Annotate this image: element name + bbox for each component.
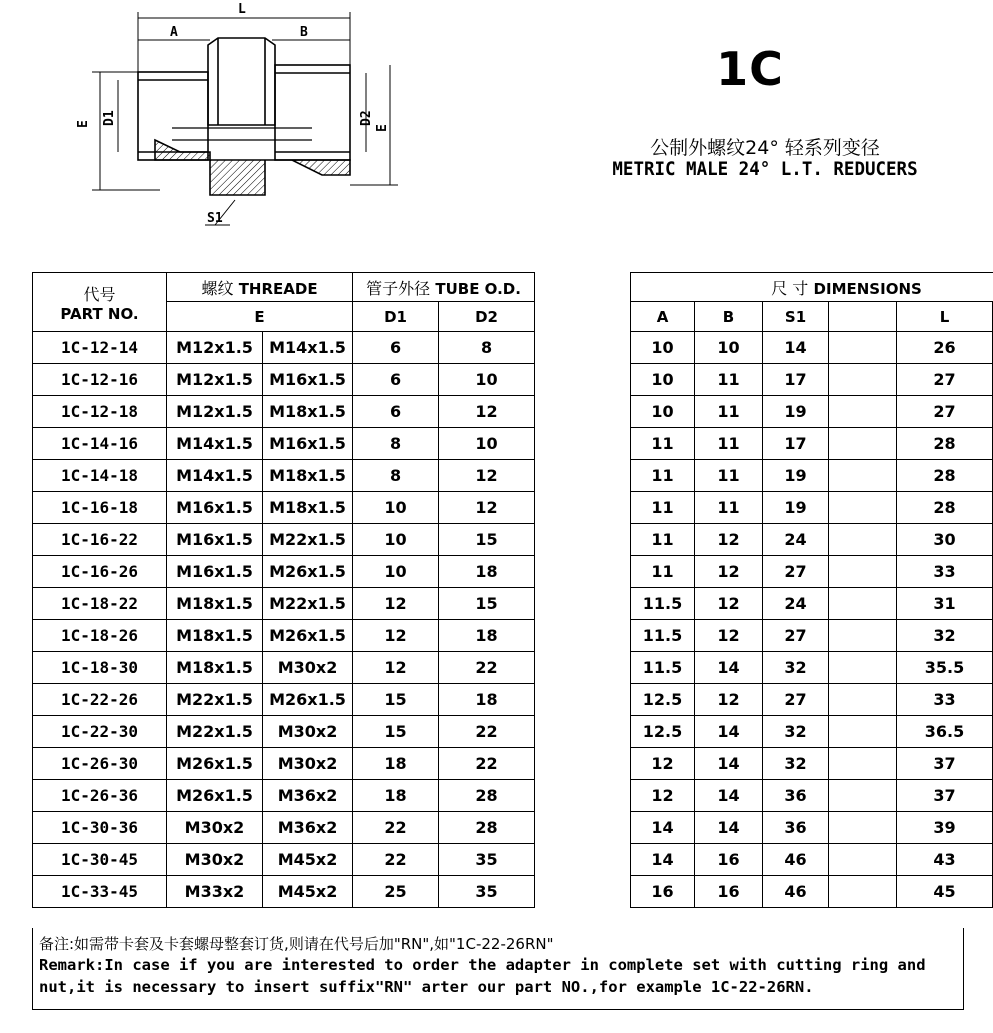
cell-spacer bbox=[535, 844, 631, 876]
cell-d1: 22 bbox=[353, 844, 439, 876]
cell-spacer bbox=[535, 332, 631, 364]
cell-thread-e2: M26x1.5 bbox=[263, 684, 353, 716]
cell-d1: 22 bbox=[353, 812, 439, 844]
cell-a: 10 bbox=[631, 396, 695, 428]
cell-s1: 24 bbox=[763, 588, 829, 620]
cell-s1: 19 bbox=[763, 460, 829, 492]
cell-d1: 18 bbox=[353, 748, 439, 780]
cell-d1: 8 bbox=[353, 428, 439, 460]
cell-s1: 36 bbox=[763, 780, 829, 812]
cell-blank bbox=[829, 652, 897, 684]
cell-a: 11 bbox=[631, 460, 695, 492]
header-d2: D2 bbox=[439, 302, 535, 332]
header-a: A bbox=[631, 302, 695, 332]
cell-thread-e2: M26x1.5 bbox=[263, 556, 353, 588]
remarks-box bbox=[32, 928, 964, 1010]
cell-b: 16 bbox=[695, 844, 763, 876]
cell-thread-e2: M18x1.5 bbox=[263, 492, 353, 524]
cell-a: 11.5 bbox=[631, 620, 695, 652]
cell-s1: 32 bbox=[763, 748, 829, 780]
cell-b: 14 bbox=[695, 652, 763, 684]
cell-spacer bbox=[535, 780, 631, 812]
cell-l: 33 bbox=[897, 684, 993, 716]
cell-d1: 6 bbox=[353, 332, 439, 364]
cell-thread-e1: M26x1.5 bbox=[167, 748, 263, 780]
cell-blank bbox=[829, 716, 897, 748]
cell-l: 27 bbox=[897, 396, 993, 428]
cell-d1: 10 bbox=[353, 524, 439, 556]
cell-a: 11 bbox=[631, 428, 695, 460]
table-row bbox=[33, 364, 993, 396]
cell-spacer bbox=[535, 428, 631, 460]
cell-d1: 15 bbox=[353, 716, 439, 748]
cell-part-no: 1C-22-30 bbox=[33, 716, 167, 748]
cell-s1: 32 bbox=[763, 716, 829, 748]
cell-blank bbox=[829, 780, 897, 812]
cell-s1: 19 bbox=[763, 492, 829, 524]
cell-b: 12 bbox=[695, 556, 763, 588]
cell-l: 35.5 bbox=[897, 652, 993, 684]
cell-spacer bbox=[535, 652, 631, 684]
cell-d2: 10 bbox=[439, 364, 535, 396]
cell-thread-e1: M30x2 bbox=[167, 844, 263, 876]
cell-l: 31 bbox=[897, 588, 993, 620]
cell-a: 11 bbox=[631, 524, 695, 556]
cell-blank bbox=[829, 460, 897, 492]
cell-thread-e1: M18x1.5 bbox=[167, 588, 263, 620]
cell-thread-e1: M16x1.5 bbox=[167, 524, 263, 556]
cell-blank bbox=[829, 684, 897, 716]
cell-spacer bbox=[535, 716, 631, 748]
table-row bbox=[33, 684, 993, 716]
cell-a: 10 bbox=[631, 332, 695, 364]
table-row bbox=[33, 588, 993, 620]
cell-thread-e1: M18x1.5 bbox=[167, 620, 263, 652]
cell-s1: 17 bbox=[763, 428, 829, 460]
cell-thread-e2: M30x2 bbox=[263, 748, 353, 780]
cell-thread-e1: M33x2 bbox=[167, 876, 263, 908]
cell-thread-e1: M22x1.5 bbox=[167, 716, 263, 748]
cell-spacer bbox=[535, 460, 631, 492]
cell-a: 14 bbox=[631, 812, 695, 844]
cell-l: 33 bbox=[897, 556, 993, 588]
cell-l: 30 bbox=[897, 524, 993, 556]
cell-thread-e2: M36x2 bbox=[263, 780, 353, 812]
cell-l: 27 bbox=[897, 364, 993, 396]
cell-l: 28 bbox=[897, 492, 993, 524]
cell-s1: 24 bbox=[763, 524, 829, 556]
header-tube-od: 管子外径 TUBE O.D. bbox=[353, 273, 535, 302]
table-row bbox=[33, 812, 993, 844]
cell-s1: 46 bbox=[763, 844, 829, 876]
cell-a: 12 bbox=[631, 780, 695, 812]
reducer-technical-drawing bbox=[60, 0, 440, 235]
cell-part-no: 1C-18-22 bbox=[33, 588, 167, 620]
cell-d2: 28 bbox=[439, 812, 535, 844]
table-row bbox=[33, 748, 993, 780]
cell-spacer bbox=[535, 748, 631, 780]
table-row bbox=[33, 460, 993, 492]
cell-l: 28 bbox=[897, 428, 993, 460]
cell-d2: 22 bbox=[439, 748, 535, 780]
cell-l: 37 bbox=[897, 780, 993, 812]
table-row bbox=[33, 876, 993, 908]
cell-d2: 22 bbox=[439, 716, 535, 748]
dim-label-B: B bbox=[300, 25, 308, 40]
cell-l: 39 bbox=[897, 812, 993, 844]
cell-b: 14 bbox=[695, 812, 763, 844]
cell-b: 12 bbox=[695, 524, 763, 556]
cell-part-no: 1C-18-30 bbox=[33, 652, 167, 684]
cell-d2: 35 bbox=[439, 876, 535, 908]
cell-d2: 10 bbox=[439, 428, 535, 460]
cell-s1: 32 bbox=[763, 652, 829, 684]
cell-s1: 46 bbox=[763, 876, 829, 908]
dim-label-L: L bbox=[238, 2, 246, 17]
cell-b: 11 bbox=[695, 460, 763, 492]
cell-thread-e2: M18x1.5 bbox=[263, 460, 353, 492]
product-title-english: METRIC MALE 24° L.T. REDUCERS bbox=[612, 158, 918, 180]
cell-b: 10 bbox=[695, 332, 763, 364]
cell-part-no: 1C-16-26 bbox=[33, 556, 167, 588]
cell-spacer bbox=[535, 556, 631, 588]
cell-thread-e2: M45x2 bbox=[263, 876, 353, 908]
table-row bbox=[33, 492, 993, 524]
cell-part-no: 1C-18-26 bbox=[33, 620, 167, 652]
cell-a: 11 bbox=[631, 492, 695, 524]
cell-s1: 17 bbox=[763, 364, 829, 396]
cell-a: 10 bbox=[631, 364, 695, 396]
cell-l: 32 bbox=[897, 620, 993, 652]
cell-b: 14 bbox=[695, 748, 763, 780]
cell-thread-e2: M16x1.5 bbox=[263, 364, 353, 396]
cell-blank bbox=[829, 876, 897, 908]
cell-blank bbox=[829, 844, 897, 876]
section-hatch bbox=[155, 140, 350, 195]
cell-thread-e2: M14x1.5 bbox=[263, 332, 353, 364]
cell-b: 14 bbox=[695, 780, 763, 812]
cell-a: 11.5 bbox=[631, 588, 695, 620]
cell-s1: 36 bbox=[763, 812, 829, 844]
cell-thread-e1: M16x1.5 bbox=[167, 492, 263, 524]
right-thread-body bbox=[275, 65, 350, 160]
cell-d2: 12 bbox=[439, 460, 535, 492]
cell-s1: 19 bbox=[763, 396, 829, 428]
cell-d2: 18 bbox=[439, 556, 535, 588]
table-body bbox=[33, 332, 993, 908]
cell-thread-e2: M45x2 bbox=[263, 844, 353, 876]
header-spacer bbox=[535, 302, 631, 332]
cell-spacer bbox=[535, 812, 631, 844]
cell-thread-e2: M26x1.5 bbox=[263, 620, 353, 652]
cell-d2: 8 bbox=[439, 332, 535, 364]
cell-spacer bbox=[535, 396, 631, 428]
cell-part-no: 1C-30-45 bbox=[33, 844, 167, 876]
cell-blank bbox=[829, 588, 897, 620]
product-title-chinese: 公制外螺纹24° 轻系列变径 bbox=[650, 137, 880, 159]
cell-d2: 12 bbox=[439, 492, 535, 524]
cell-thread-e2: M30x2 bbox=[263, 652, 353, 684]
cell-s1: 27 bbox=[763, 620, 829, 652]
cell-d1: 12 bbox=[353, 652, 439, 684]
cell-s1: 14 bbox=[763, 332, 829, 364]
table-row bbox=[33, 780, 993, 812]
dim-label-E-right: E bbox=[375, 124, 390, 132]
cell-part-no: 1C-22-26 bbox=[33, 684, 167, 716]
header-b: B bbox=[695, 302, 763, 332]
cell-thread-e2: M18x1.5 bbox=[263, 396, 353, 428]
cell-b: 11 bbox=[695, 364, 763, 396]
cell-part-no: 1C-16-22 bbox=[33, 524, 167, 556]
cell-spacer bbox=[535, 364, 631, 396]
cell-d2: 18 bbox=[439, 620, 535, 652]
cell-part-no: 1C-12-18 bbox=[33, 396, 167, 428]
cell-spacer bbox=[535, 684, 631, 716]
cell-b: 12 bbox=[695, 684, 763, 716]
cell-b: 11 bbox=[695, 396, 763, 428]
cell-b: 12 bbox=[695, 588, 763, 620]
cell-blank bbox=[829, 812, 897, 844]
cell-d2: 15 bbox=[439, 524, 535, 556]
table-row bbox=[33, 524, 993, 556]
cell-d1: 10 bbox=[353, 556, 439, 588]
cell-a: 16 bbox=[631, 876, 695, 908]
cell-d1: 8 bbox=[353, 460, 439, 492]
cell-d1: 18 bbox=[353, 780, 439, 812]
table-row bbox=[33, 652, 993, 684]
cell-thread-e1: M18x1.5 bbox=[167, 652, 263, 684]
cell-thread-e1: M14x1.5 bbox=[167, 428, 263, 460]
header-spacer bbox=[535, 273, 631, 302]
cell-spacer bbox=[535, 876, 631, 908]
cell-a: 12 bbox=[631, 748, 695, 780]
header-blank bbox=[829, 302, 897, 332]
cell-d1: 10 bbox=[353, 492, 439, 524]
dimensions-table bbox=[32, 272, 993, 908]
cell-d1: 12 bbox=[353, 620, 439, 652]
cell-d2: 22 bbox=[439, 652, 535, 684]
cell-d2: 12 bbox=[439, 396, 535, 428]
cell-l: 36.5 bbox=[897, 716, 993, 748]
cell-d1: 15 bbox=[353, 684, 439, 716]
cell-thread-e1: M30x2 bbox=[167, 812, 263, 844]
cell-spacer bbox=[535, 620, 631, 652]
cell-blank bbox=[829, 332, 897, 364]
cell-thread-e1: M26x1.5 bbox=[167, 780, 263, 812]
dim-label-D2: D2 bbox=[359, 110, 374, 126]
cell-thread-e2: M36x2 bbox=[263, 812, 353, 844]
cell-thread-e2: M22x1.5 bbox=[263, 588, 353, 620]
cell-blank bbox=[829, 748, 897, 780]
cell-d2: 35 bbox=[439, 844, 535, 876]
cell-l: 43 bbox=[897, 844, 993, 876]
cell-thread-e2: M30x2 bbox=[263, 716, 353, 748]
cell-part-no: 1C-16-18 bbox=[33, 492, 167, 524]
cell-l: 45 bbox=[897, 876, 993, 908]
table-row bbox=[33, 716, 993, 748]
cell-part-no: 1C-30-36 bbox=[33, 812, 167, 844]
table-row bbox=[33, 332, 993, 364]
header-part-no: 代号 PART NO. bbox=[33, 273, 167, 332]
cell-d1: 6 bbox=[353, 364, 439, 396]
cell-blank bbox=[829, 620, 897, 652]
table-row bbox=[33, 396, 993, 428]
header-thread-e: E bbox=[167, 302, 353, 332]
cell-d1: 25 bbox=[353, 876, 439, 908]
cell-part-no: 1C-26-36 bbox=[33, 780, 167, 812]
cell-a: 12.5 bbox=[631, 684, 695, 716]
cell-b: 12 bbox=[695, 620, 763, 652]
cell-d1: 12 bbox=[353, 588, 439, 620]
header-s1: S1 bbox=[763, 302, 829, 332]
dim-label-D1: D1 bbox=[102, 110, 117, 126]
header-l: L bbox=[897, 302, 993, 332]
cell-blank bbox=[829, 556, 897, 588]
product-code-title: 1C bbox=[716, 42, 784, 96]
cell-thread-e1: M16x1.5 bbox=[167, 556, 263, 588]
remark-english: Remark:In case if you are interested to order the adapter in complete set with cutting ring and nut,it is necessary to insert suffix"RN" arter our part NO.,for example 1C-22-26RN. bbox=[39, 956, 926, 996]
cell-part-no: 1C-26-30 bbox=[33, 748, 167, 780]
cell-b: 14 bbox=[695, 716, 763, 748]
cell-a: 14 bbox=[631, 844, 695, 876]
cell-part-no: 1C-14-16 bbox=[33, 428, 167, 460]
cell-part-no: 1C-12-14 bbox=[33, 332, 167, 364]
cell-b: 11 bbox=[695, 428, 763, 460]
table-header bbox=[33, 273, 993, 332]
dim-label-A: A bbox=[170, 25, 178, 40]
header-thread: 螺纹 THREADE bbox=[167, 273, 353, 302]
cell-blank bbox=[829, 428, 897, 460]
cell-blank bbox=[829, 364, 897, 396]
cell-b: 16 bbox=[695, 876, 763, 908]
table-row bbox=[33, 428, 993, 460]
cell-thread-e2: M22x1.5 bbox=[263, 524, 353, 556]
cell-thread-e1: M12x1.5 bbox=[167, 332, 263, 364]
cell-part-no: 1C-33-45 bbox=[33, 876, 167, 908]
remark-chinese: 备注:如需带卡套及卡套螺母整套订货,则请在代号后加"RN",如"1C-22-26RN" bbox=[39, 935, 554, 953]
cell-d1: 6 bbox=[353, 396, 439, 428]
cell-spacer bbox=[535, 492, 631, 524]
cell-s1: 27 bbox=[763, 684, 829, 716]
cell-l: 37 bbox=[897, 748, 993, 780]
cell-a: 12.5 bbox=[631, 716, 695, 748]
cell-d2: 18 bbox=[439, 684, 535, 716]
cell-a: 11 bbox=[631, 556, 695, 588]
cell-blank bbox=[829, 524, 897, 556]
table-row bbox=[33, 620, 993, 652]
cell-thread-e1: M22x1.5 bbox=[167, 684, 263, 716]
cell-d2: 28 bbox=[439, 780, 535, 812]
cell-thread-e1: M14x1.5 bbox=[167, 460, 263, 492]
cell-spacer bbox=[535, 524, 631, 556]
cell-thread-e1: M12x1.5 bbox=[167, 364, 263, 396]
dim-label-E-left: E bbox=[76, 120, 91, 128]
cell-l: 26 bbox=[897, 332, 993, 364]
cell-d2: 15 bbox=[439, 588, 535, 620]
table-row bbox=[33, 844, 993, 876]
cell-thread-e1: M12x1.5 bbox=[167, 396, 263, 428]
cell-l: 28 bbox=[897, 460, 993, 492]
table-row bbox=[33, 556, 993, 588]
cell-b: 11 bbox=[695, 492, 763, 524]
cell-part-no: 1C-12-16 bbox=[33, 364, 167, 396]
cell-part-no: 1C-14-18 bbox=[33, 460, 167, 492]
cell-a: 11.5 bbox=[631, 652, 695, 684]
dim-label-S1: S1 bbox=[207, 211, 223, 226]
cell-blank bbox=[829, 492, 897, 524]
cell-blank bbox=[829, 396, 897, 428]
cell-spacer bbox=[535, 588, 631, 620]
cell-s1: 27 bbox=[763, 556, 829, 588]
left-thread-body bbox=[138, 72, 208, 160]
cell-thread-e2: M16x1.5 bbox=[263, 428, 353, 460]
header-d1: D1 bbox=[353, 302, 439, 332]
header-dimensions: 尺 寸 DIMENSIONS bbox=[631, 273, 993, 302]
